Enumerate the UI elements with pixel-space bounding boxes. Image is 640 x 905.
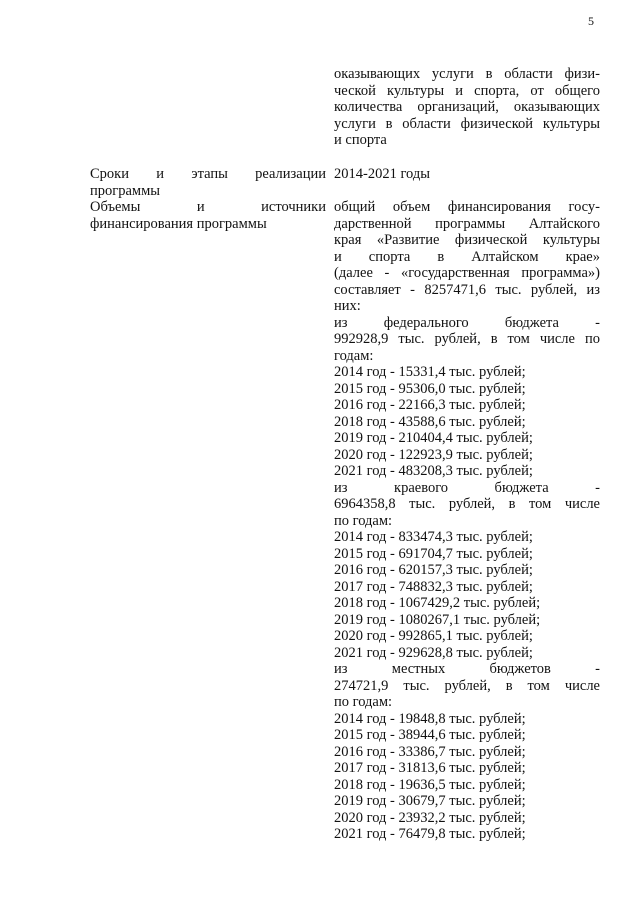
page-number: 5: [588, 14, 594, 28]
funding-line: 2014 год - 19848,8 тыс. рублей;: [334, 710, 526, 727]
funding-line: и спорта в Алтайском крае»: [334, 248, 600, 265]
terms-label-line2: программы: [90, 182, 160, 199]
funding-line: из федерального бюджета -: [334, 314, 600, 331]
funding-line: 2016 год - 620157,3 тыс. рублей;: [334, 562, 533, 578]
funding-line: края «Развитие физической культуры: [334, 232, 600, 248]
funding-line: по годам:: [334, 694, 393, 710]
terms-label: [90, 166, 326, 199]
funding-line: по годам:: [334, 512, 393, 529]
funding-line: 2017 год - 748832,3 тыс. рублей;: [334, 578, 533, 595]
funding-line: 2015 год - 95306,0 тыс. рублей;: [334, 380, 526, 397]
funding-line: из краевого бюджета -: [334, 479, 600, 496]
funding-line: 2019 год - 210404,4 тыс. рублей;: [334, 430, 533, 446]
terms-label-word: реализации: [255, 166, 326, 182]
continuation-line: ческой культуры и спорта, от общего: [334, 82, 600, 99]
funding-line: дарственной программы Алтайского: [334, 215, 600, 232]
funding-line: 2017 год - 31813,6 тыс. рублей;: [334, 760, 526, 776]
funding-label: [90, 199, 326, 232]
funding-line: 2019 год - 30679,7 тыс. рублей;: [334, 793, 526, 809]
funding-line: 2021 год - 483208,3 тыс. рублей;: [334, 463, 533, 479]
funding-value: [334, 199, 600, 843]
funding-line: 2019 год - 1080267,1 тыс. рублей;: [334, 611, 541, 628]
funding-line: 2021 год - 929628,8 тыс. рублей;: [334, 644, 533, 661]
funding-line: 2016 год - 33386,7 тыс. рублей;: [334, 743, 526, 760]
funding-label-word: Объемы: [90, 199, 141, 215]
continuation-line: оказывающих услуги в области физи-: [334, 66, 600, 82]
terms-label-line1: [90, 166, 326, 183]
funding-label-line1: [90, 199, 326, 216]
funding-line: из местных бюджетов -: [334, 661, 600, 677]
funding-line: 2016 год - 22166,3 тыс. рублей;: [334, 397, 526, 413]
funding-line: 2020 год - 992865,1 тыс. рублей;: [334, 628, 533, 644]
terms-label-word: этапы: [191, 166, 228, 182]
funding-line: 2020 год - 122923,9 тыс. рублей;: [334, 446, 533, 463]
funding-line: 2014 год - 15331,4 тыс. рублей;: [334, 364, 526, 380]
terms-label-word: Сроки: [90, 166, 129, 182]
funding-line: составляет - 8257471,6 тыс. рублей, из: [334, 281, 600, 298]
terms-value: [334, 166, 600, 183]
continuation-line: количества организаций, оказывающих: [334, 99, 600, 115]
funding-line: 2015 год - 38944,6 тыс. рублей;: [334, 727, 526, 743]
funding-label-word: и: [196, 199, 205, 215]
funding-line: 2014 год - 833474,3 тыс. рублей;: [334, 529, 533, 545]
terms-value-text: 2014-2021 годы: [334, 166, 430, 182]
funding-line: 6964358,8 тыс. рублей, в том числе: [334, 496, 600, 512]
funding-label-word: источники: [261, 199, 326, 215]
funding-line: 2018 год - 19636,5 тыс. рублей;: [334, 776, 526, 793]
continuation-text: [334, 66, 600, 149]
funding-line: 2021 год - 76479,8 тыс. рублей;: [334, 826, 526, 842]
funding-label-line2: финансирования программы: [90, 215, 267, 232]
funding-line: общий объем финансирования госу-: [334, 199, 600, 215]
funding-line: них:: [334, 298, 361, 314]
funding-line: (далее - «государственная программа»): [334, 265, 600, 281]
funding-line: 274721,9 тыс. рублей, в том числе: [334, 677, 600, 694]
funding-line: 2015 год - 691704,7 тыс. рублей;: [334, 545, 533, 562]
terms-label-word: и: [156, 166, 165, 182]
funding-line: 992928,9 тыс. рублей, в том числе по: [334, 331, 600, 347]
continuation-line: услуги в области физической культуры: [334, 115, 600, 132]
funding-line: 2020 год - 23932,2 тыс. рублей;: [334, 809, 526, 826]
funding-line: 2018 год - 1067429,2 тыс. рублей;: [334, 595, 541, 611]
funding-line: 2018 год - 43588,6 тыс. рублей;: [334, 413, 526, 430]
continuation-line: и спорта: [334, 132, 387, 148]
funding-line: годам:: [334, 347, 374, 364]
